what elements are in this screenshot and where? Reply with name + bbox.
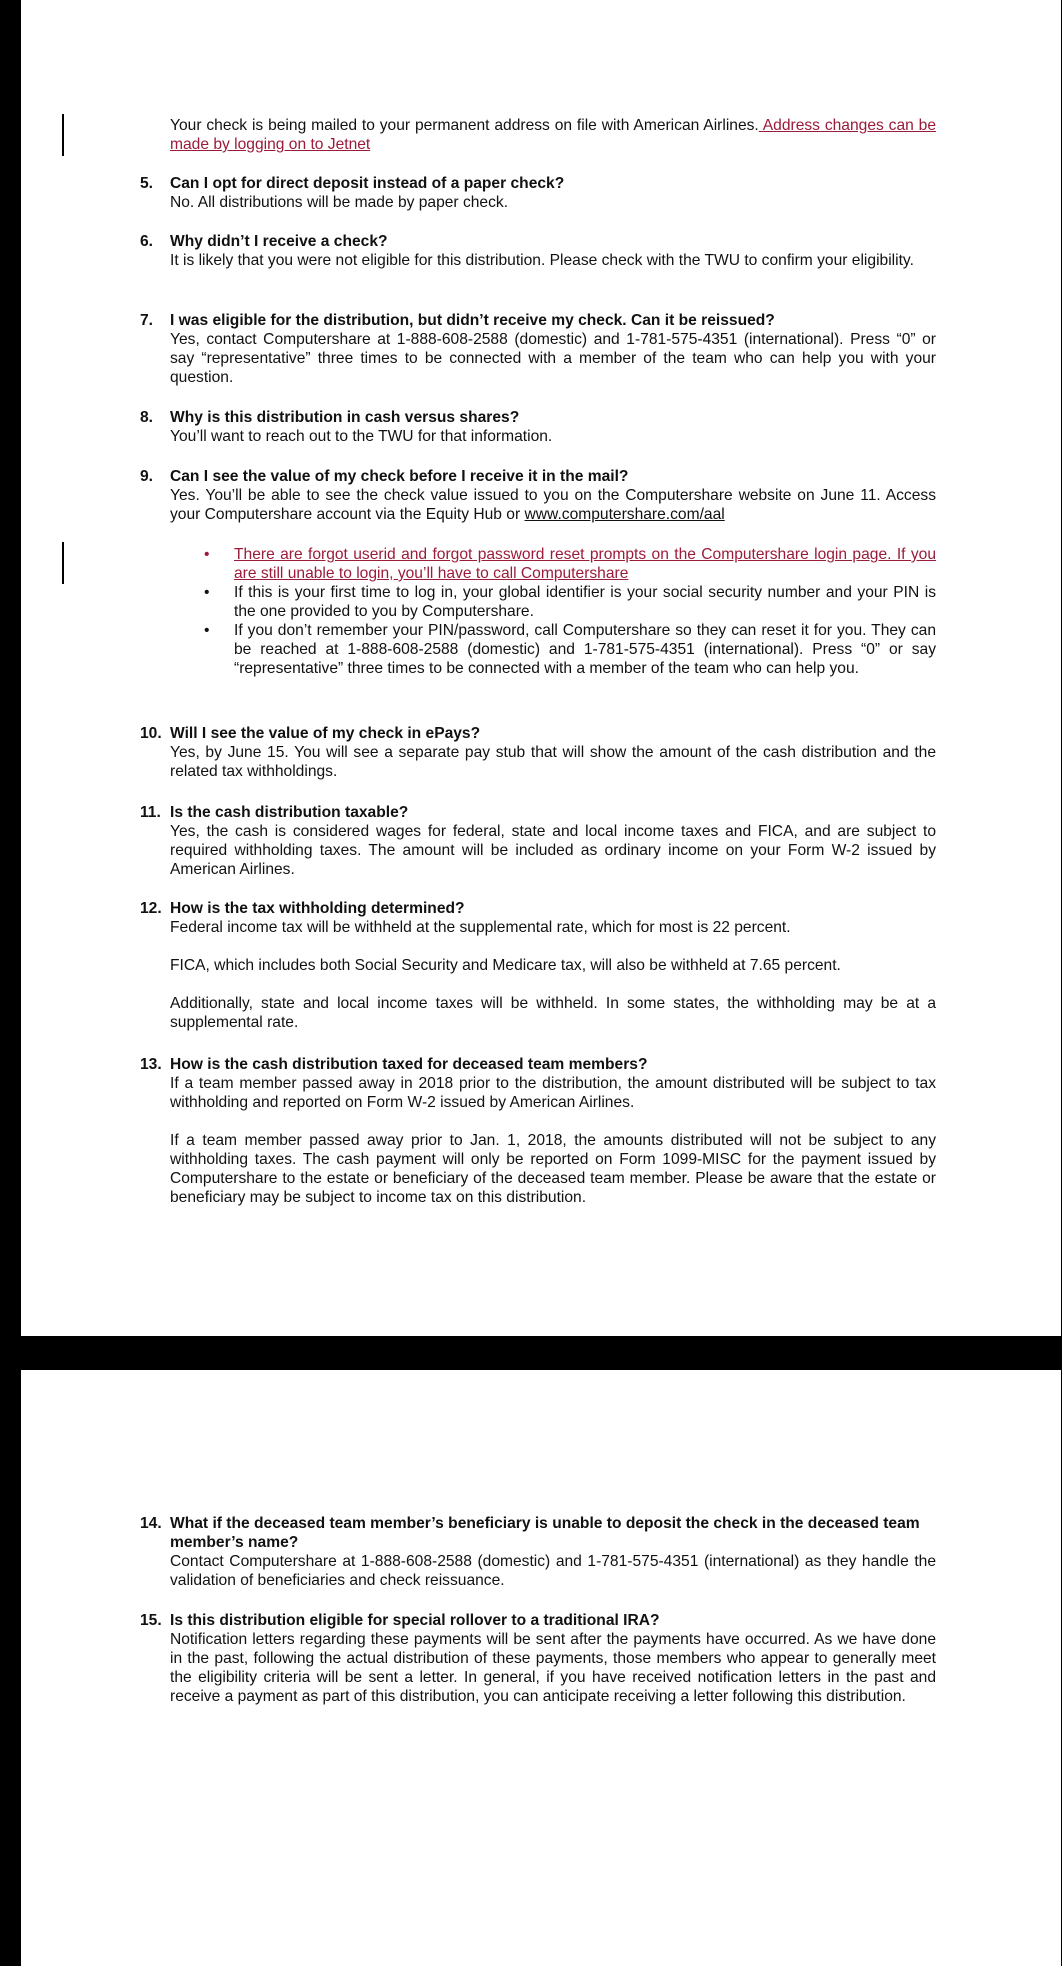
question-number: 13. xyxy=(140,1056,162,1073)
faq-item xyxy=(140,1514,936,1590)
question-number: 10. xyxy=(140,725,162,742)
question-number: 9. xyxy=(140,468,154,485)
question-text: Why didn’t I receive a check? xyxy=(170,233,388,250)
answer-text: Yes, contact Computershare at 1-888-608-2588 (domestic) and 1-781-575-4351 (international). Press “0” or say “representative” three times to be connected with a member of the team who can help you with your question. xyxy=(170,331,936,386)
question-text: How is the tax withholding determined? xyxy=(170,900,465,917)
faq-item xyxy=(140,1611,936,1706)
question-number: 11. xyxy=(140,804,161,821)
list-item-text: If this is your first time to log in, your global identifier is your social security number and your PIN is the one provided to you by Computershare. xyxy=(234,584,936,620)
question-number: 6. xyxy=(140,233,154,250)
faq-item xyxy=(140,174,936,212)
question-text: How is the cash distribution taxed for deceased team members? xyxy=(170,1056,648,1073)
faq-item xyxy=(140,408,936,446)
question-number: 15. xyxy=(140,1612,162,1629)
question-text: I was eligible for the distribution, but didn’t receive my check. Can it be reissued? xyxy=(170,312,775,329)
answer-paragraph: Additionally, state and local income taxes will be withheld. In some states, the withholding may be at a supplemental rate. xyxy=(170,995,936,1031)
question-number: 8. xyxy=(140,409,154,426)
faq-item xyxy=(140,803,936,879)
faq-item xyxy=(140,311,936,387)
intro-paragraph xyxy=(170,116,936,154)
answer-text: Notification letters regarding these payments will be sent after the payments have occurred. As we have done in the past, following the actual distribution of these payments, those members who appear to generally meet the eligibility criteria will be sent a letter. In general, if you have received notification letters in the past and receive a payment as part of this distribution, you can anticipate receiving a letter following this distribution. xyxy=(170,1631,936,1705)
faq-item xyxy=(140,724,936,781)
answer-paragraph: Federal income tax will be withheld at the supplemental rate, which for most is 22 percent. xyxy=(170,919,791,936)
list-item-text: If you don’t remember your PIN/password, call Computershare so they can reset it for you. They can be reached at 1-888-608-2588 (domestic) and 1-781-575-4351 (international). Press “0” or say “representative” three times to be connected with a member of the team who can help you. xyxy=(234,622,936,677)
question-number: 14. xyxy=(140,1515,162,1532)
answer-text: Contact Computershare at 1-888-608-2588 (domestic) and 1-781-575-4351 (international) as they handle the validation of beneficiaries and check reissuance. xyxy=(170,1553,936,1589)
answer-paragraph: If a team member passed away in 2018 prior to the distribution, the amount distributed will be subject to tax withholding and reported on Form W-2 issued by American Airlines. xyxy=(170,1075,936,1111)
computershare-link[interactable]: www.computershare.com/aal xyxy=(524,506,725,523)
question-text: Can I see the value of my check before I receive it in the mail? xyxy=(170,468,629,485)
intro-text: Your check is being mailed to your permanent address on file with American Airlines. xyxy=(170,117,759,134)
change-bar xyxy=(62,114,64,156)
answer-text: Yes. You’ll be able to see the check value issued to you on the Computershare website on June 11. Access your Computershare account via the Equity Hub or xyxy=(170,487,936,523)
question-number: 12. xyxy=(140,900,162,917)
faq-item xyxy=(140,232,936,270)
question-text: Is the cash distribution taxable? xyxy=(170,804,409,821)
answer-text: It is likely that you were not eligible for this distribution. Please check with the TWU to confirm your eligibility. xyxy=(170,252,914,269)
login-reset-link[interactable]: There are forgot userid and forgot password reset prompts on the Computershare login page. If you are still unable to login, you’ll have to call Computershare xyxy=(234,546,936,582)
faq-item xyxy=(140,899,936,1032)
question-text: Is this distribution eligible for special rollover to a traditional IRA? xyxy=(170,1612,660,1629)
faq-item xyxy=(140,1055,936,1207)
change-bar xyxy=(62,542,64,584)
list-item xyxy=(204,621,936,678)
answer-text: Yes, by June 15. You will see a separate pay stub that will show the amount of the cash distribution and the related tax withholdings. xyxy=(170,744,936,780)
bullet-marker: • xyxy=(204,622,210,639)
answer-text: You’ll want to reach out to the TWU for that information. xyxy=(170,428,553,445)
jetnet-link[interactable]: Address changes can be made by logging on to Jetnet xyxy=(170,117,936,153)
question-text: What if the deceased team member’s beneficiary is unable to deposit the check in the deceased team member’s name? xyxy=(170,1515,920,1551)
answer-text: No. All distributions will be made by paper check. xyxy=(170,194,509,211)
question-text: Why is this distribution in cash versus shares? xyxy=(170,409,520,426)
faq-item xyxy=(140,467,936,524)
login-help-list xyxy=(204,545,936,678)
answer-paragraph: If a team member passed away prior to Jan. 1, 2018, the amounts distributed will not be subject to any withholding taxes. The cash payment will only be reported on Form 1099-MISC for the payment issued by Computershare to the estate or beneficiary of the deceased team member. Please be aware that the estate or beneficiary may be subject to income tax on this distribution. xyxy=(170,1132,936,1206)
answer-paragraph: FICA, which includes both Social Security and Medicare tax, will also be withheld at 7.65 percent. xyxy=(170,957,841,974)
answer-text: Yes, the cash is considered wages for federal, state and local income taxes and FICA, and are subject to required withholding taxes. The amount will be included as ordinary income on your Form W-2 issued by American Airlines. xyxy=(170,823,936,878)
question-number: 5. xyxy=(140,175,154,192)
question-text: Can I opt for direct deposit instead of a paper check? xyxy=(170,175,565,192)
bullet-marker: • xyxy=(204,584,210,601)
question-text: Will I see the value of my check in ePays? xyxy=(170,725,481,742)
bullet-marker: • xyxy=(204,546,210,563)
list-item xyxy=(204,545,936,583)
question-number: 7. xyxy=(140,312,154,329)
list-item xyxy=(204,583,936,621)
